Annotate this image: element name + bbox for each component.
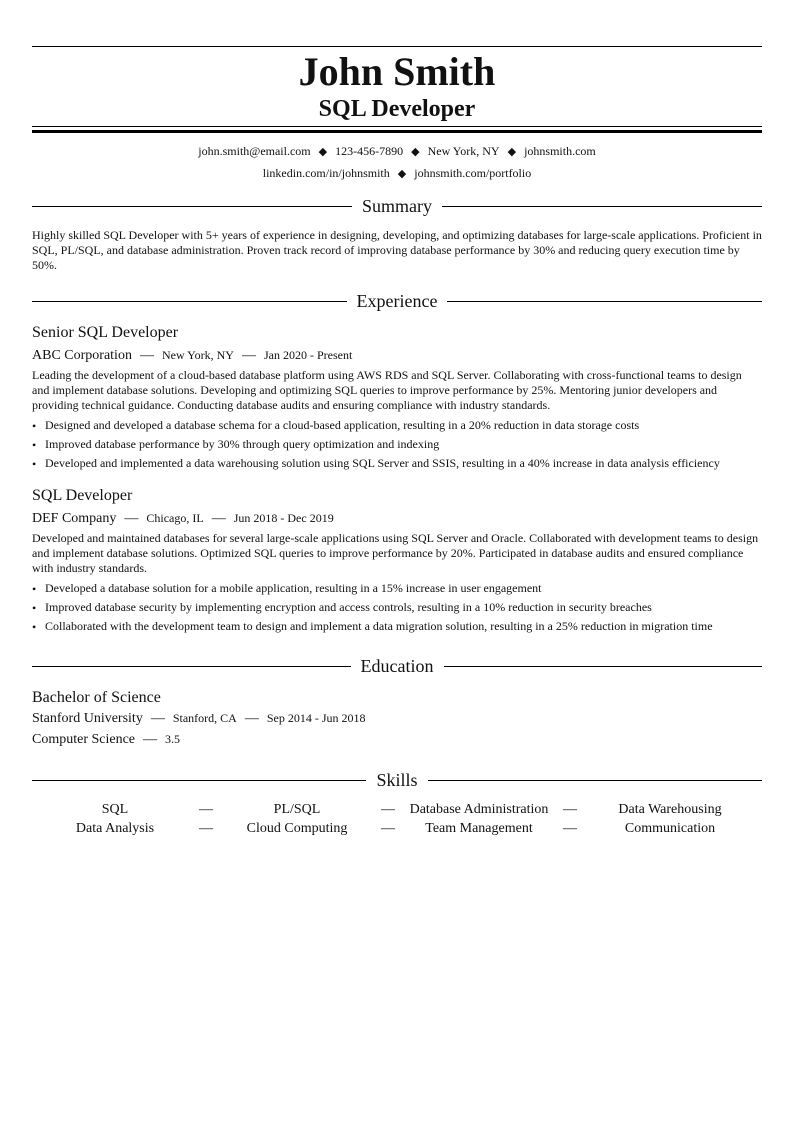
skill-item: Data Analysis — [75, 821, 155, 836]
dash-separator: — — [211, 511, 226, 526]
dash-separator: — — [150, 711, 165, 726]
job-title-heading: SQL Developer — [318, 96, 476, 122]
website-link[interactable]: johnsmith.com — [524, 144, 596, 158]
list-item — [32, 617, 762, 636]
achievement-list — [32, 416, 762, 473]
contact-line-2 — [32, 163, 762, 185]
skill-item: Communication — [624, 821, 716, 836]
experience-section-header — [32, 289, 762, 313]
school-name: Stanford University — [32, 711, 143, 726]
education-heading: Education — [360, 656, 434, 676]
bullet-icon: • — [32, 582, 37, 596]
bullet-icon: • — [32, 457, 37, 471]
job-dates: Jun 2018 - Dec 2019 — [233, 511, 334, 525]
list-item — [32, 579, 762, 598]
list-item — [32, 598, 762, 617]
skill-item: Team Management — [425, 821, 533, 836]
skills-section-header — [32, 768, 762, 792]
dash-separator: — — [244, 711, 259, 726]
list-item — [32, 416, 762, 435]
summary-text: Highly skilled SQL Developer with 5+ years of experience in designing, developing, and optimizing databases for large-scale applications. Proficient in SQL, PL/SQL, and database administration. Proven track record of improving database performance by 30% and reducing query execution time by 50%. — [32, 228, 762, 272]
dash-separator: — — [381, 821, 395, 836]
section-rule-right — [442, 206, 762, 207]
school-meta — [32, 708, 762, 729]
gpa: 3.5 — [165, 732, 181, 746]
job-description: Leading the development of a cloud-based database platform using AWS RDS and SQL Server. Collaborating with cross-functional teams to design and implement database solutions. Developing and optimizing SQL queries to improve performance by 25%. Mentoring junior developers and providing technical guidance. Conducting database audits and ensuring compliance with industry standards. — [32, 368, 742, 412]
achievement-text: Improved database performance by 30% through query optimization and indexing — [45, 437, 440, 451]
dash-separator: — — [241, 348, 256, 363]
education-entry — [32, 688, 762, 750]
section-rule-left — [32, 780, 366, 781]
diamond-separator-icon: ◆ — [318, 146, 328, 158]
degree-title: Bachelor of Science — [32, 689, 161, 706]
company-name: DEF Company — [32, 511, 117, 526]
dash-separator: — — [199, 802, 213, 817]
school-dates: Sep 2014 - Jun 2018 — [266, 711, 366, 725]
diamond-separator-icon: ◆ — [507, 146, 517, 158]
email-link[interactable]: john.smith@email.com — [198, 144, 311, 158]
location: New York, NY — [427, 144, 500, 158]
school-location: Stanford, CA — [172, 711, 237, 725]
bullet-icon: • — [32, 601, 37, 615]
education-section-header — [32, 654, 762, 678]
achievement-text: Improved database security by implementing encryption and access controls, resulting in a 10% reduction in security breaches — [45, 600, 652, 614]
header-double-rule — [32, 126, 762, 133]
dash-separator: — — [124, 511, 139, 526]
dash-separator: — — [199, 821, 213, 836]
section-rule-left — [32, 206, 352, 207]
section-rule-right — [447, 301, 762, 302]
position-title: SQL Developer — [32, 487, 133, 504]
section-rule-right — [428, 780, 762, 781]
linkedin-link[interactable]: linkedin.com/in/johnsmith — [262, 166, 390, 180]
diamond-separator-icon: ◆ — [397, 168, 407, 180]
summary-heading: Summary — [362, 196, 432, 216]
achievement-list — [32, 579, 762, 636]
dash-separator: — — [143, 732, 158, 747]
header-top-rule — [32, 46, 762, 47]
dash-separator: — — [563, 802, 577, 817]
summary-section-header — [32, 194, 762, 218]
bullet-icon: • — [32, 620, 37, 634]
section-rule-left — [32, 666, 351, 667]
major: Computer Science — [32, 732, 136, 747]
candidate-name: John Smith — [298, 49, 496, 94]
achievement-text: Developed and implemented a data warehousing solution using SQL Server and SSIS, resulting in a 40% increase in data analysis efficiency — [45, 456, 720, 470]
resume-page — [32, 46, 762, 838]
bullet-icon: • — [32, 419, 37, 433]
skill-item: Data Warehousing — [618, 802, 722, 817]
position-title: Senior SQL Developer — [32, 324, 179, 341]
achievement-text: Collaborated with the development team to design and implement a data migration solution, resulting in a 25% reduction in migration time — [45, 619, 713, 633]
company-name: ABC Corporation — [32, 348, 132, 363]
dash-separator: — — [563, 821, 577, 836]
list-item — [32, 435, 762, 454]
experience-heading: Experience — [356, 291, 438, 311]
dash-separator: — — [381, 802, 395, 817]
skill-item: SQL — [101, 802, 129, 817]
job-location: New York, NY — [161, 348, 234, 362]
job-location: Chicago, IL — [146, 511, 204, 525]
field-of-study — [32, 729, 762, 750]
achievement-text: Developed a database solution for a mobile application, resulting in a 15% increase in user engagement — [45, 581, 542, 595]
section-rule-left — [32, 301, 347, 302]
diamond-separator-icon: ◆ — [411, 146, 420, 158]
dash-separator: — — [139, 348, 154, 363]
skill-item: Cloud Computing — [246, 821, 348, 836]
position-meta — [32, 345, 762, 366]
experience-entry — [32, 323, 762, 473]
list-item — [32, 454, 762, 473]
job-description: Developed and maintained databases for several large-scale applications using SQL Server and Oracle. Collaborated with development teams to design and implement database solutions. Optimized SQL queries to improve performance by 20%. Participated in database audits and ensured compliance with industry standards. — [32, 531, 759, 575]
contact-info — [32, 141, 762, 185]
bullet-icon: • — [32, 438, 37, 452]
position-meta — [32, 508, 762, 529]
experience-entry — [32, 486, 762, 636]
skill-item: PL/SQL — [273, 802, 321, 817]
job-dates: Jan 2020 - Present — [263, 348, 353, 362]
skills-grid — [32, 800, 762, 838]
phone-number: 123-456-7890 — [335, 144, 404, 158]
skill-item: Database Administration — [409, 802, 549, 817]
portfolio-link[interactable]: johnsmith.com/portfolio — [414, 166, 532, 180]
section-rule-right — [444, 666, 763, 667]
achievement-text: Designed and developed a database schema for a cloud-based application, resulting in a 20% reduction in data storage costs — [45, 418, 640, 432]
skills-heading: Skills — [376, 770, 418, 790]
contact-line-1 — [32, 141, 762, 163]
